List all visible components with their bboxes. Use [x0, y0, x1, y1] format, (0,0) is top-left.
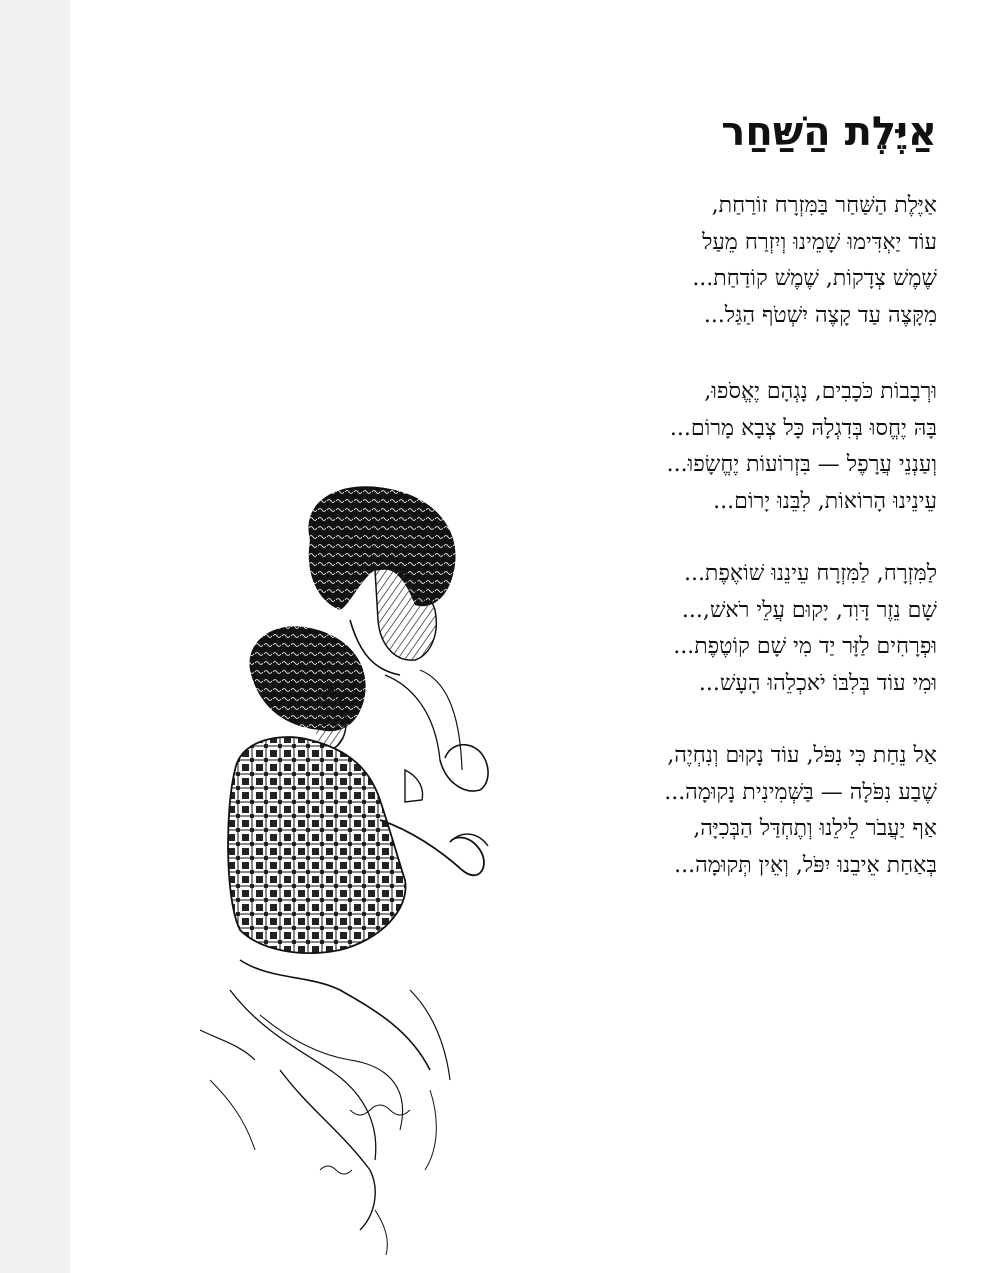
stanza-4 — [457, 738, 937, 884]
verse-line: לַמִּזְרָח, לַמִּזְרָח עֵינֵנוּ שׁוֹאֶפֶת... — [683, 561, 937, 586]
verse-line: עוֹד יַאְדִּימוּ שָׁמֵינוּ וְיִזְרַח מֵעַל — [702, 229, 937, 255]
verse-line: עֵינֵינוּ הָרוֹאוֹת, לִבֵּנוּ יָרוֹם... — [713, 488, 937, 514]
stanza-2 — [457, 374, 937, 520]
verse-line: אַל נֵחַת כִּי נִפֹּל, עוֹד נָקוּם וְנִחְיֶה, — [667, 743, 937, 768]
verse-line: וּפְרָחִים לַזָּר יַד מִי שָׁם קוֹטֶפֶת... — [673, 634, 937, 659]
page-edge — [0, 0, 70, 1273]
stanza-3 — [457, 556, 937, 702]
verse-line: בָּהּ יֶחֱסוּ בְּדִגְלָהּ כָּל צְבָא מָרוֹם... — [669, 415, 937, 441]
verse-line: בְּאַחַת אֵיבֵנוּ יִפֹּל, וְאֵין תְּקוּמָה... — [674, 852, 937, 878]
ink-illustration — [200, 470, 520, 1260]
verse-line: שֶׁבַע נִפֹּלָה — בַּשְּׁמִינִית נָקוּמָה... — [664, 779, 937, 805]
verse-line: וּמִי עוֹד בְּלִבּוֹ יֹאכְלֵהוּ הָעָשׁ... — [698, 670, 937, 696]
sketch-scribbles — [200, 960, 450, 1255]
verse-line: מִקָּצֶה עַד קָצֶה יִשְׁטֹף הַגַּל... — [703, 302, 937, 328]
stanza-1 — [457, 188, 937, 334]
poem-title: אַיֶּלֶת הַשַּׁחַר — [721, 109, 937, 155]
child-figure — [228, 626, 488, 953]
verse-line: וּרְבָבוֹת כֹּכָבִים, נָגְהָם יֶאֱסֹפוּ, — [704, 379, 937, 404]
verse-line: אַיֶּלֶת הַשַּׁחַר בַּמִּזְרָח זוֹרַחַת, — [711, 193, 937, 218]
verse-line: וְעַנְנֵי עֲרָפֶל — בִּזְרוֹעוֹת יֶחֱשָׂפוּ... — [666, 452, 937, 477]
poem-body — [457, 188, 937, 920]
verse-line: שֶׁמֶשׁ צְדָקוֹת, שֶׁמֶשׁ קוֹדַחַת... — [692, 266, 937, 291]
verse-line: אַף יַעֲבֹר לֵילֵנוּ וְתֶחְדַּל הַבְּכִיָּה, — [693, 816, 937, 841]
verse-line: שָׁם נֵזֶר דָּוִד, יָקוּם עֲלֵי רֹאשׁ,... — [681, 597, 937, 623]
